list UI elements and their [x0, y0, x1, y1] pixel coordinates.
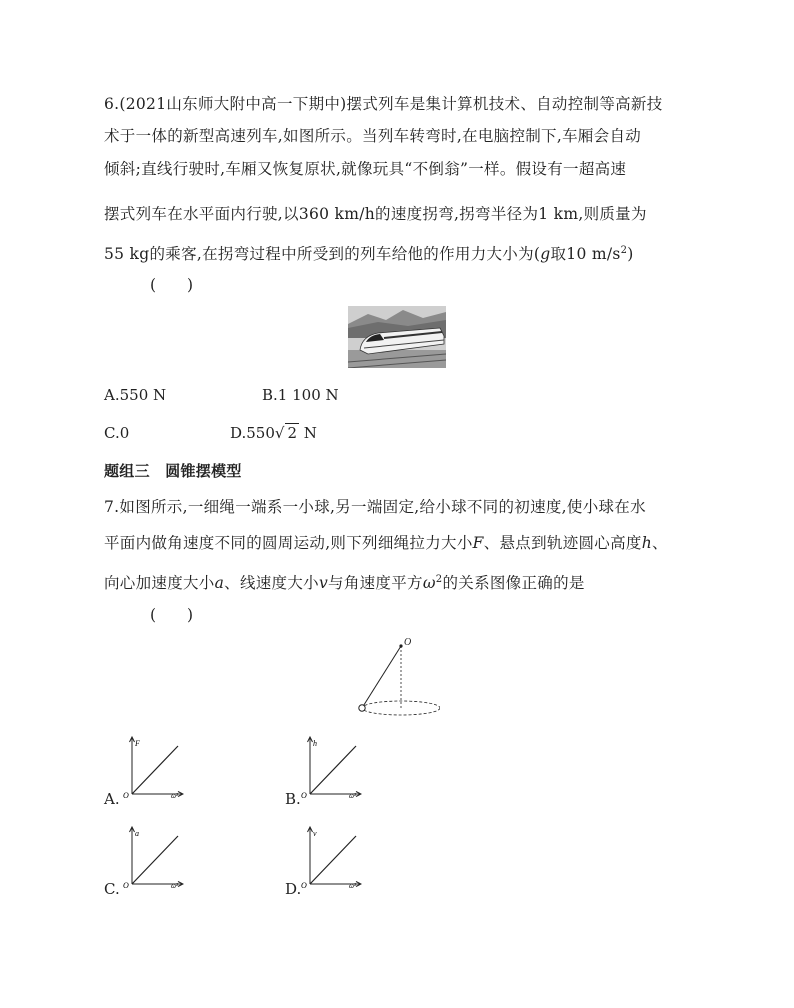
q6-line-5-sup: 2	[620, 245, 628, 256]
graph-a-origin: O	[123, 791, 129, 798]
q6-line-4: 摆式列车在水平面内行驶,以360 km/h的速度拐弯,拐弯半径为1 km,则质量为	[104, 205, 647, 223]
conical-pendulum-figure	[350, 634, 440, 718]
q7-F-symbol: F	[472, 534, 484, 552]
q7-line-3	[104, 570, 585, 593]
graph-c-x-label: ω²	[171, 882, 179, 888]
q7-a-symbol: a	[214, 574, 225, 593]
pendulum-point-o: O	[404, 637, 412, 648]
q6-option-d	[230, 424, 317, 442]
q6-option-b: B.1 100 N	[262, 386, 339, 404]
q6-line-5	[104, 241, 634, 264]
q6-option-c: C.0	[104, 424, 130, 442]
q7-omega-symbol: ω	[422, 574, 436, 593]
q7-line-2-end: 、	[652, 534, 668, 552]
graph-d-y-label: v	[313, 829, 317, 838]
q7-option-b: B.	[285, 790, 301, 808]
q7-v-symbol: v	[318, 574, 329, 593]
q7-h-symbol: h	[641, 534, 653, 552]
q6-line-1: 6.(2021山东师大附中高一下期中)摆式列车是集计算机技术、自动控制等高新技	[104, 95, 663, 113]
q7-option-a: A.	[104, 790, 120, 808]
graph-d-x-label: ω²	[349, 882, 357, 888]
q7-line-3-d: 的关系图像正确的是	[442, 574, 585, 593]
q7-line-2-mid: 、悬点到轨迹圆心高度	[483, 534, 642, 552]
train-image	[348, 306, 446, 368]
q7-line-3-c: 与角速度平方	[328, 574, 423, 593]
q6-option-d-suffix: N	[299, 424, 317, 442]
graph-a-x-label: ω²	[171, 792, 179, 798]
q6-answer-paren: ( )	[150, 276, 194, 294]
graph-d	[300, 824, 362, 888]
q6-option-d-prefix: D.550	[230, 424, 275, 442]
q7-line-3-b: 、线速度大小	[224, 574, 319, 593]
graph-b-origin: O	[301, 791, 307, 798]
graph-a-y-label: F	[135, 739, 140, 748]
q7-line-2-prefix: 平面内做角速度不同的圆周运动,则下列细绳拉力大小	[104, 534, 473, 552]
q7-line-3-a: 向心加速度大小	[104, 574, 215, 593]
q6-line-3: 倾斜;直线行驶时,车厢又恢复原状,就像玩具“不倒翁”一样。假设有一超高速	[104, 160, 627, 178]
q6-g-symbol: g	[540, 245, 551, 264]
graph-c	[122, 824, 184, 888]
q6-line-5-prefix: 55 kg的乘客,在拐弯过程中所受到的列车给他的作用力大小为(	[104, 245, 541, 264]
section-title: 题组三 圆锥摆模型	[104, 462, 242, 480]
q6-line-2: 术于一体的新型高速列车,如图所示。当列车转弯时,在电脑控制下,车厢会自动	[104, 127, 642, 145]
q6-line-5-mid: 取10 m/s	[550, 245, 621, 264]
graph-d-origin: O	[301, 881, 307, 888]
graph-a	[122, 734, 184, 798]
sqrt-symbol: √ 2	[274, 424, 297, 442]
q7-omega-sup: 2	[435, 574, 443, 585]
q6-line-5-end: )	[627, 245, 634, 264]
graph-b-y-label: h	[313, 739, 317, 748]
graph-c-origin: O	[123, 881, 129, 888]
q7-line-2	[104, 533, 668, 553]
graph-c-y-label: a	[135, 829, 139, 838]
q7-answer-paren: ( )	[150, 606, 194, 624]
q7-option-d: D.	[285, 880, 302, 898]
q7-option-c: C.	[104, 880, 120, 898]
q7-line-1: 7.如图所示,一细绳一端系一小球,另一端固定,给小球不同的初速度,使小球在水	[104, 498, 646, 516]
graph-b	[300, 734, 362, 798]
q6-option-a: A.550 N	[104, 386, 167, 404]
sqrt-radicand: 2	[287, 424, 297, 442]
graph-b-x-label: ω²	[349, 792, 357, 798]
